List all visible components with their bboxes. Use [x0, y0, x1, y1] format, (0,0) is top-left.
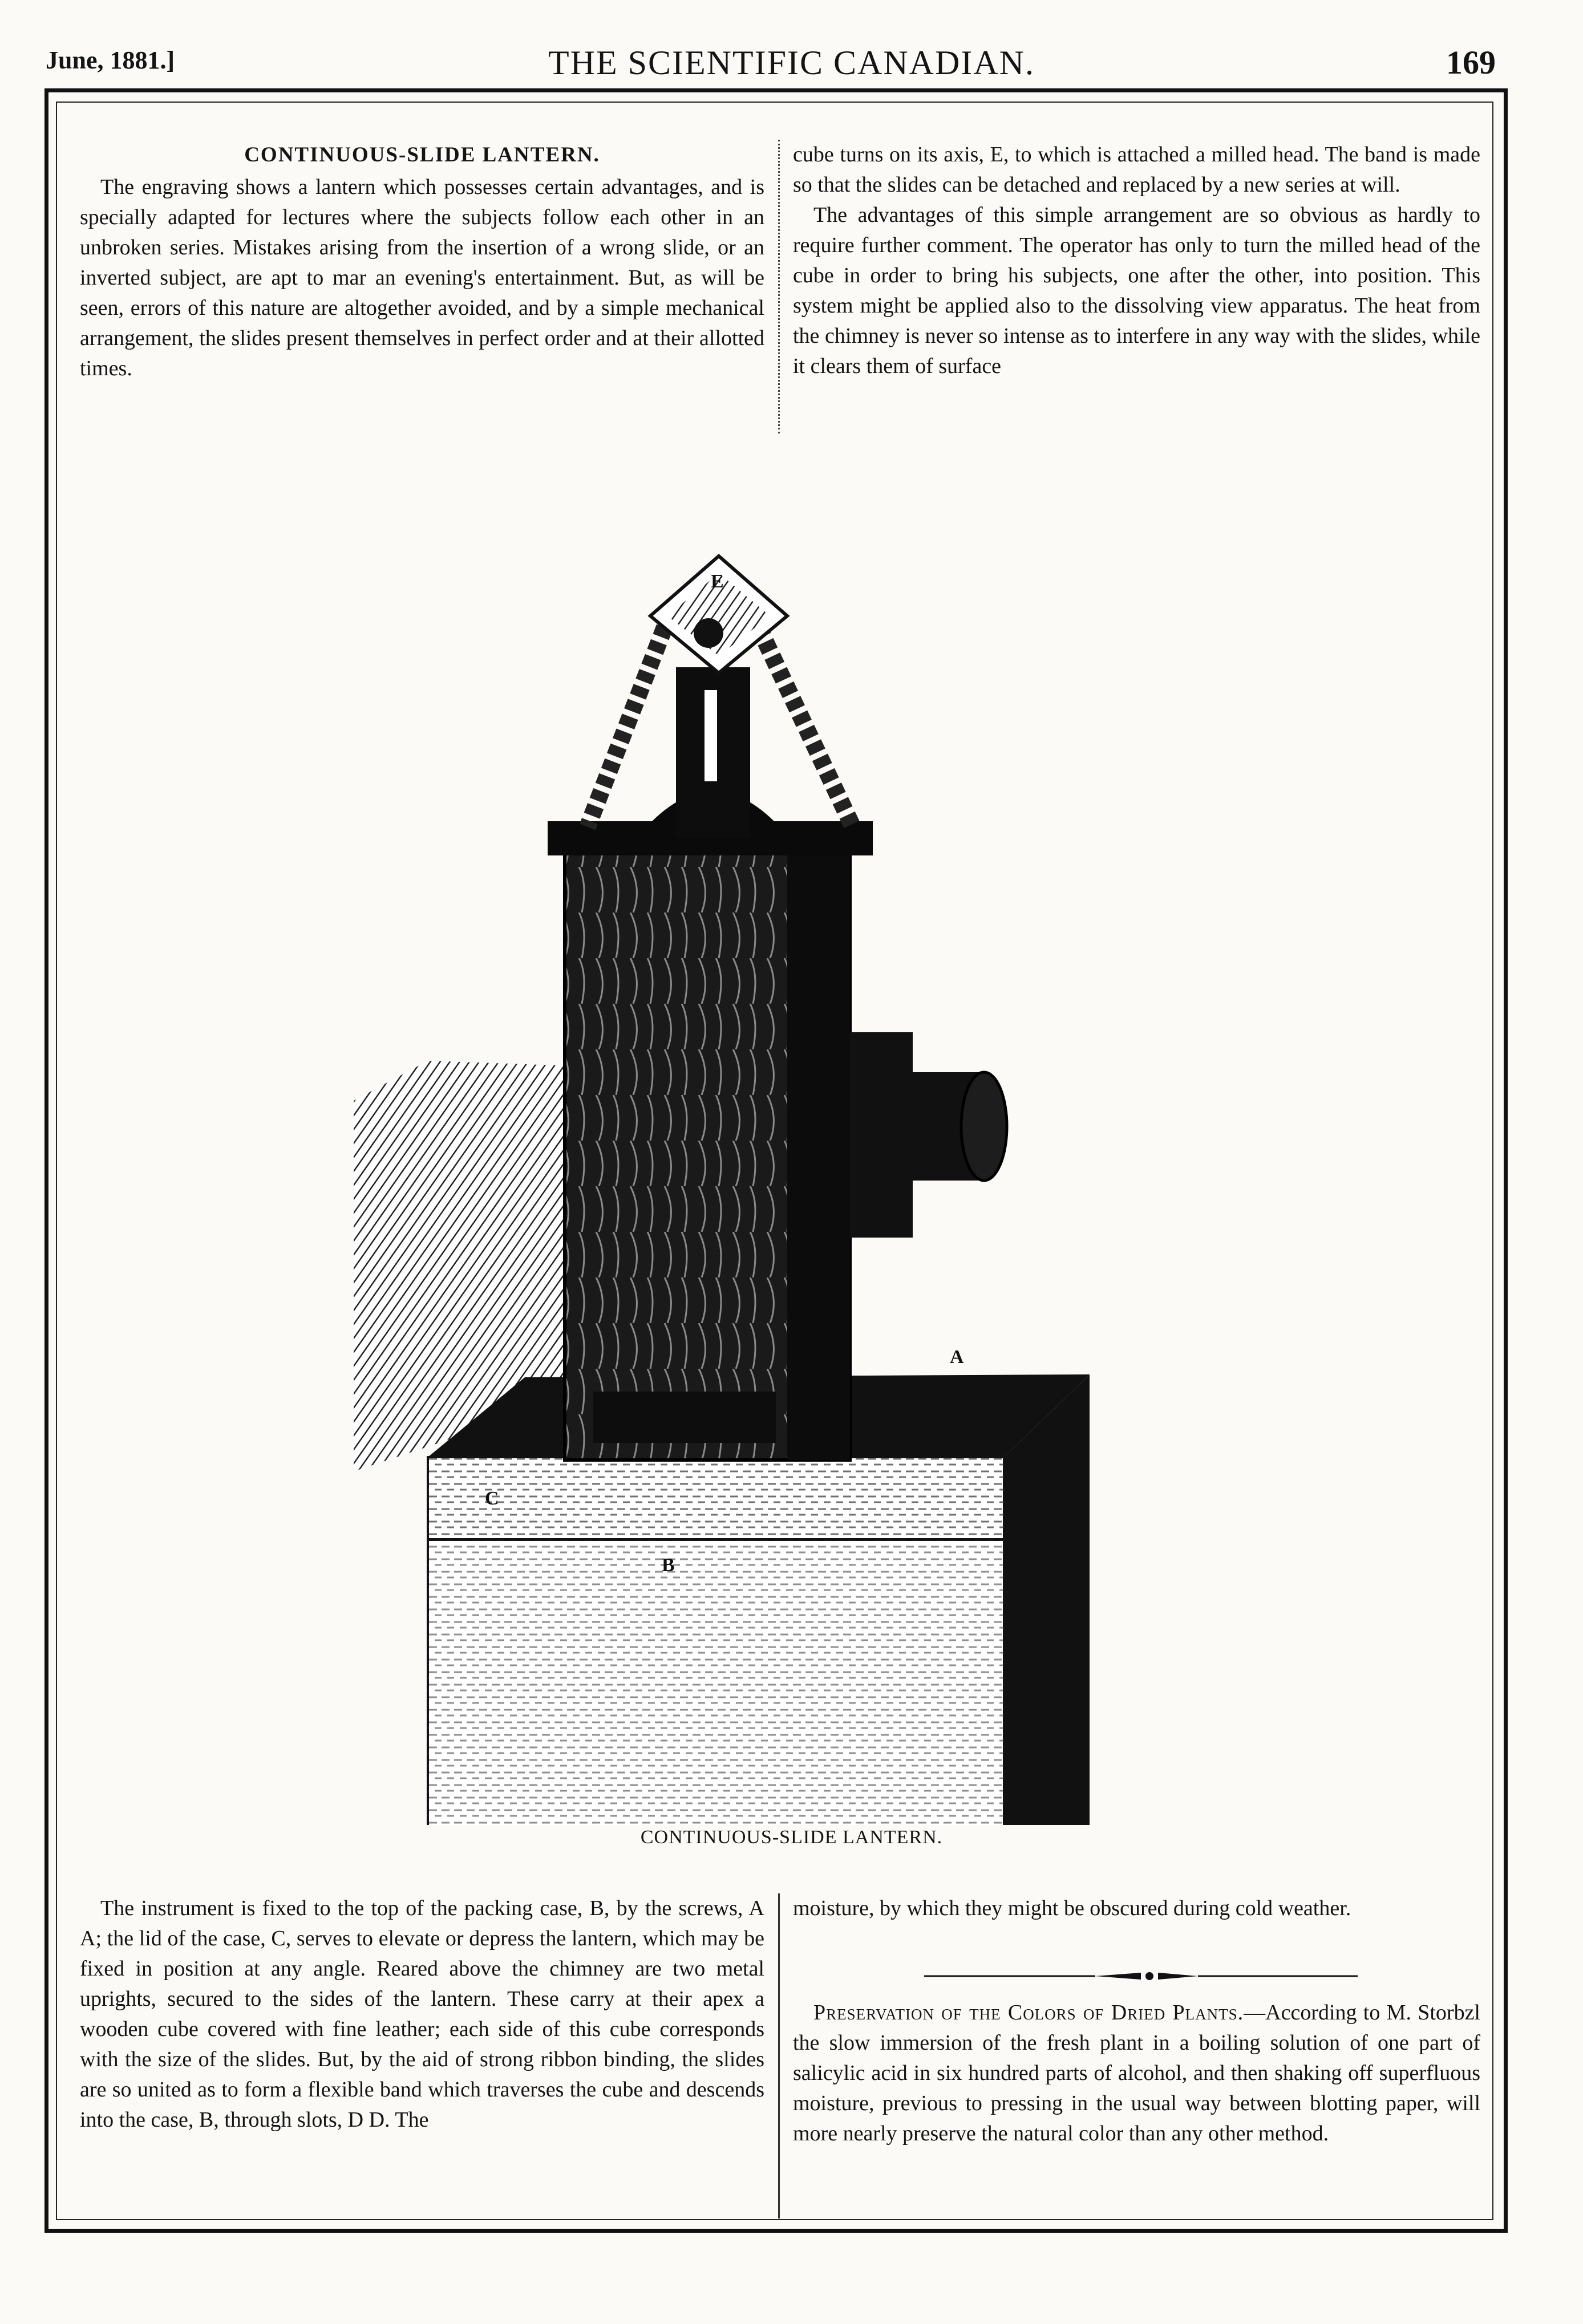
figure-label-c: C	[485, 1488, 499, 1509]
figure-label-d: D	[975, 1404, 990, 1425]
lantern-feet	[593, 1392, 776, 1443]
article-paragraph: cube turns on its axis, E, to which is attached a milled head. The band is made so that the slides can be detached and replaced by a new series at will.	[793, 143, 1480, 197]
note-heading: Preservation of the Colors of Dried Plants.	[813, 2001, 1244, 2025]
figure-label-b: B	[662, 1555, 675, 1576]
page-header	[0, 0, 1583, 97]
issue-date: June, 1881.]	[46, 46, 175, 74]
figure-label-e: E	[711, 571, 724, 592]
article-heading: CONTINUOUS-SLIDE LANTERN.	[244, 143, 600, 167]
page-number: 169	[1446, 44, 1496, 81]
journal-title: THE SCIENTIFIC CANADIAN.	[548, 44, 1035, 82]
article-column-2	[793, 140, 1480, 382]
figure-caption: CONTINUOUS-SLIDE LANTERN.	[640, 1827, 943, 1848]
article-column-4	[793, 1893, 1480, 2149]
column-divider	[778, 140, 780, 433]
note-paragraph	[793, 1998, 1480, 2149]
lantern-body	[548, 821, 873, 1460]
article-column-1	[80, 140, 764, 384]
column-divider	[778, 1893, 780, 2218]
article-column-3	[80, 1893, 764, 2135]
article-paragraph: moisture, by which they might be obscured during cold weather.	[793, 1896, 1351, 1920]
article-paragraph: The engraving shows a lantern which possesses certain advantages, and is specially adapted for lectures where the subjects follow each other in an unbroken series. Mistakes arising from the insertion of a wrong slide, or an inverted subject, are apt to mar an evening's entertainment. But, as will be seen, errors of this nature are altogether avoided, and by a simple mechanical arrangement, the slides present themselves in perfect order and at their allotted times.	[80, 175, 764, 380]
projecting-lens	[850, 1032, 1007, 1238]
section-ornament	[924, 1968, 1358, 1985]
article-paragraph: The instrument is fixed to the top of the packing case, B, by the screws, A A; the lid of the case, C, serves to elevate or depress the lantern, which may be fixed in position at any angle. Reared above the chimney are two metal uprights, secured to the sides of the lantern. These carry at their apex a wooden cube covered with fine leather; each side of this cube corresponds with the size of the slides. But, by the aid of strong ribbon binding, the slides are so united as to form a flexible band which traverses the cube and descends into the case, B, through slots, D D. The	[80, 1896, 764, 2132]
lantern-engraving	[354, 502, 1192, 1825]
note-body: —According to M. Storbzl the slow immersion of the fresh plant in a boiling solution of one part of salicylic acid in six hundred parts of alcohol, and then shaking off superfluous moisture, previous to pressing in the usual way between blotting paper, will more nearly preserve the natural color than any other method.	[793, 2001, 1480, 2145]
article-paragraph: The advantages of this simple arrangement are so obvious as hardly to require further comment. The operator has only to turn the milled head of the cube in order to bring his subjects, one after the other, into position. This system might be applied also to the dissolving view apparatus. The heat from the chimney is never so intense as to interfere in any way with the slides, while it clears them of surface	[793, 203, 1480, 378]
chimney	[639, 667, 787, 838]
figure-label-a: A	[950, 1346, 964, 1368]
